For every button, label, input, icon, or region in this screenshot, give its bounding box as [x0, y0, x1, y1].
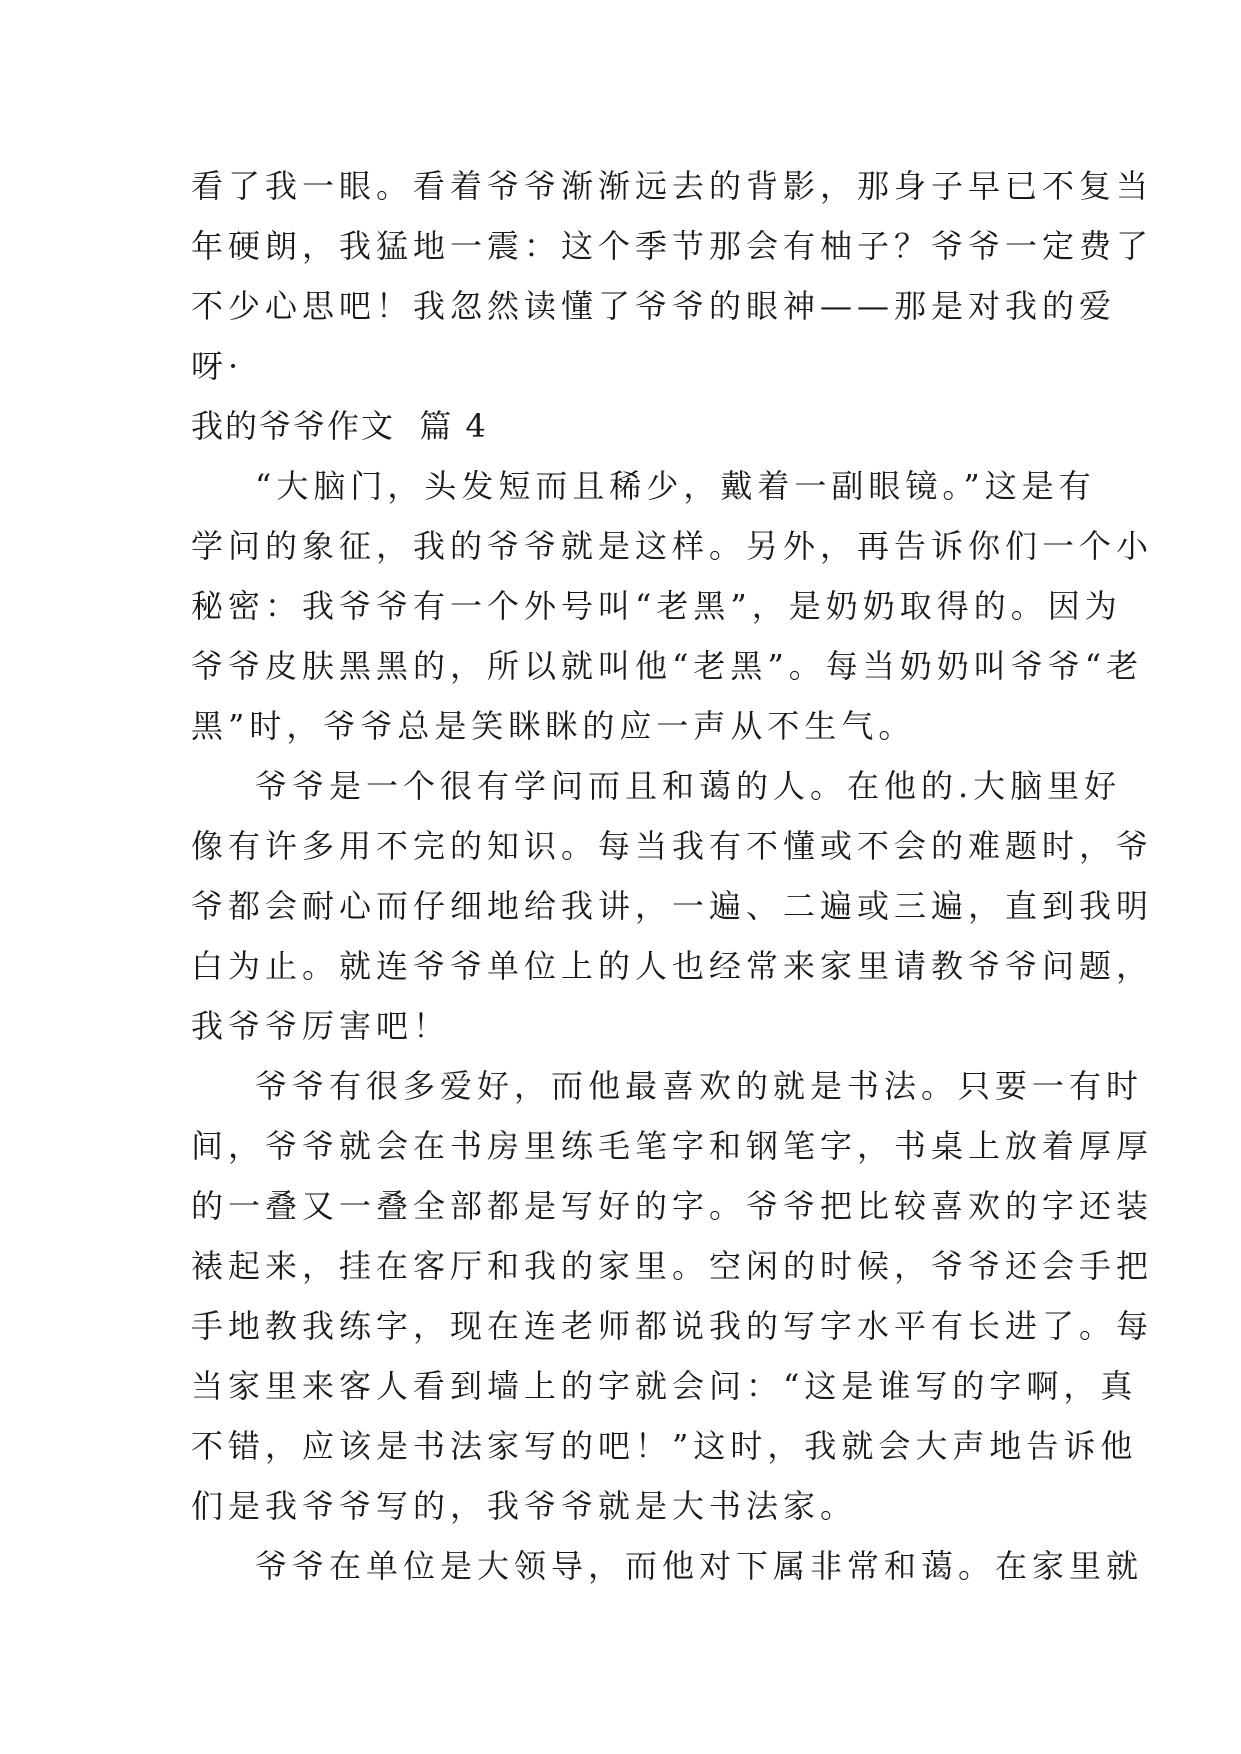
- text-line: 手地教我练字，现在连老师都说我的写字水平有长进了。每: [191, 1307, 1154, 1345]
- text-line: 间，爷爷就会在书房里练毛笔字和钢笔字，书桌上放着厚厚: [191, 1127, 1154, 1165]
- text-line: 的一叠又一叠全部都是写好的字。爷爷把比较喜欢的字还装: [191, 1187, 1154, 1225]
- document-body: [191, 156, 1154, 1596]
- text-line: 我爷爷厉害吧！: [191, 1007, 451, 1045]
- text-line: 白为止。就连爷爷单位上的人也经常来家里请教爷爷问题，: [191, 947, 1154, 985]
- paragraph: [191, 756, 1154, 1056]
- text-line: 爷爷是一个很有学问而且和蔼的人。在他的.大脑里好: [255, 767, 1122, 805]
- text-line: 黑”时，爷爷总是笑眯眯的应一声从不生气。: [191, 707, 916, 745]
- text-line: 秘密：我爷爷有一个外号叫“老黑”，是奶奶取得的。因为: [191, 587, 1122, 625]
- section-heading: 我的爷爷作文 篇 4: [191, 407, 488, 445]
- text-line: 们是我爷爷写的，我爷爷就是大书法家。: [191, 1487, 858, 1525]
- text-line: 像有许多用不完的知识。每当我有不懂或不会的难题时，爷: [191, 827, 1154, 865]
- paragraph: [191, 1536, 1144, 1596]
- text-line: 爷爷在单位是大领导，而他对下属非常和蔼。在家里就: [255, 1547, 1144, 1585]
- text-line: 呀·: [191, 347, 244, 385]
- text-line: 当家里来客人看到墙上的字就会问：“这是谁写的字啊，真: [191, 1367, 1138, 1405]
- text-line: 爷都会耐心而仔细地给我讲，一遍、二遍或三遍，直到我明: [191, 887, 1154, 925]
- paragraph: [191, 456, 1154, 756]
- text-line: 年硬朗，我猛地一震：这个季节那会有柚子？爷爷一定费了: [191, 227, 1154, 265]
- text-line: 不少心思吧！我忽然读懂了爷爷的眼神——那是对我的爱: [191, 287, 1117, 325]
- text-line: “大脑门，头发短而且稀少，戴着一副眼镜。”这是有: [255, 467, 1096, 505]
- text-line: 学问的象征，我的爷爷就是这样。另外，再告诉你们一个小: [191, 527, 1154, 565]
- text-line: 裱起来，挂在客厅和我的家里。空闲的时候，爷爷还会手把: [191, 1247, 1154, 1285]
- paragraph: [191, 156, 1154, 396]
- text-line: 看了我一眼。看着爷爷渐渐远去的背影，那身子早已不复当: [191, 167, 1154, 205]
- paragraph: [191, 1056, 1154, 1536]
- text-line: 爷爷有很多爱好，而他最喜欢的就是书法。只要一有时: [255, 1067, 1144, 1105]
- text-line: 爷爷皮肤黑黑的，所以就叫他“老黑”。每当奶奶叫爷爷“老: [191, 647, 1144, 685]
- text-line: 不错，应该是书法家写的吧！”这时，我就会大声地告诉他: [191, 1427, 1138, 1465]
